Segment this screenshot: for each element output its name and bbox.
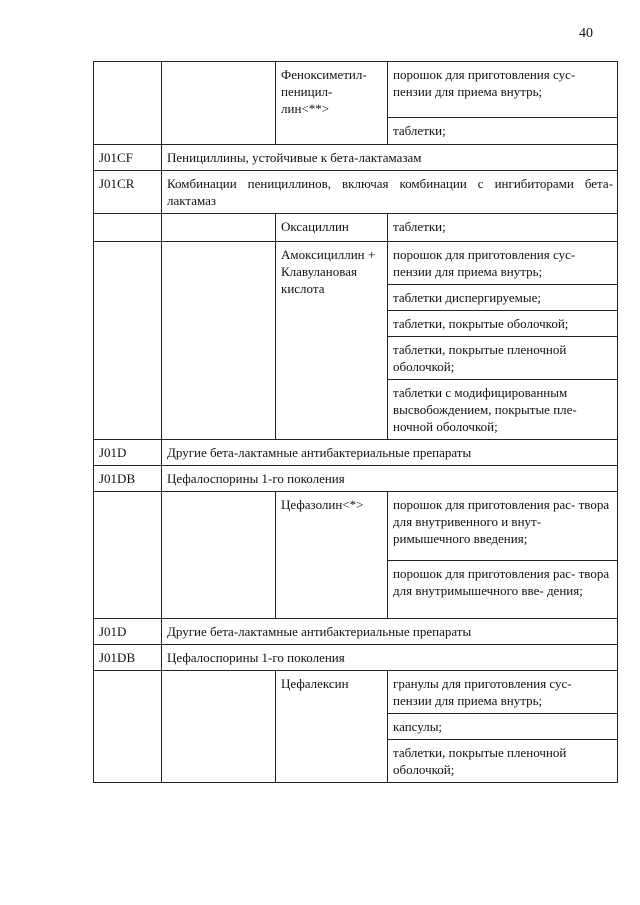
atc-code-cell: J01DB (94, 466, 162, 492)
group-cell (162, 214, 276, 242)
dosage-form-cell: таблетки диспергируемые; (388, 285, 618, 311)
dosage-form-cell: порошок для приготовления сус- пензии для приема внутрь; (388, 62, 618, 118)
group-cell (162, 492, 276, 619)
dosage-form-cell: таблетки с модифицированным высвобождением, покрытые пле- ночной оболочкой; (388, 380, 618, 440)
table-row (94, 171, 618, 214)
dosage-form-cell: таблетки; (388, 118, 618, 145)
group-title-cell: Другие бета-лактамные антибактериальные препараты (162, 440, 618, 466)
code-cell (94, 492, 162, 619)
dosage-form-cell: таблетки, покрытые пленочной оболочкой; (388, 337, 618, 380)
table-row (94, 242, 618, 285)
code-cell (94, 214, 162, 242)
table-row (94, 440, 618, 466)
drug-table (93, 61, 618, 783)
group-title-cell: Цефалоспорины 1-го поколения (162, 645, 618, 671)
atc-code-cell: J01CF (94, 145, 162, 171)
group-cell (162, 242, 276, 440)
dosage-form-cell: порошок для приготовления рас- твора для внутривенного и внут- римышечного введения; (388, 492, 618, 561)
atc-code-cell: J01DB (94, 645, 162, 671)
group-title-cell: Пенициллины, устойчивые к бета-лактамазам (162, 145, 618, 171)
atc-code-cell: J01D (94, 440, 162, 466)
dosage-form-cell: гранулы для приготовления сус- пензии для приема внутрь; (388, 671, 618, 714)
dosage-form-cell: порошок для приготовления рас- твора для внутримышечного вве- дения; (388, 561, 618, 619)
dosage-form-cell: порошок для приготовления сус- пензии для приема внутрь; (388, 242, 618, 285)
table-row (94, 145, 618, 171)
table-row (94, 62, 618, 118)
group-title-cell: Другие бета-лактамные антибактериальные препараты (162, 619, 618, 645)
dosage-form-cell: таблетки; (388, 214, 618, 242)
table-row (94, 492, 618, 561)
drug-name-cell: Феноксиметил- пеницил- лин<**> (276, 62, 388, 145)
dosage-form-cell: таблетки, покрытые пленочной оболочкой; (388, 740, 618, 783)
code-cell (94, 242, 162, 440)
code-cell (94, 671, 162, 783)
table-row (94, 619, 618, 645)
page-number: 40 (579, 26, 593, 41)
atc-code-cell: J01D (94, 619, 162, 645)
dosage-form-cell: таблетки, покрытые оболочкой; (388, 311, 618, 337)
code-cell (94, 62, 162, 145)
table-row (94, 466, 618, 492)
group-cell (162, 671, 276, 783)
table-row (94, 214, 618, 242)
group-cell (162, 62, 276, 145)
group-title-cell: Комбинации пенициллинов, включая комбинации с ингибиторами бета-лактамаз (162, 171, 618, 214)
table-row (94, 645, 618, 671)
table-row (94, 671, 618, 714)
drug-name-cell: Амоксициллин + Клавулановая кислота (276, 242, 388, 440)
drug-name-cell: Цефалексин (276, 671, 388, 783)
drug-name-cell: Оксациллин (276, 214, 388, 242)
dosage-form-cell: капсулы; (388, 714, 618, 740)
drug-name-cell: Цефазолин<*> (276, 492, 388, 619)
group-title-cell: Цефалоспорины 1-го поколения (162, 466, 618, 492)
atc-code-cell: J01CR (94, 171, 162, 214)
